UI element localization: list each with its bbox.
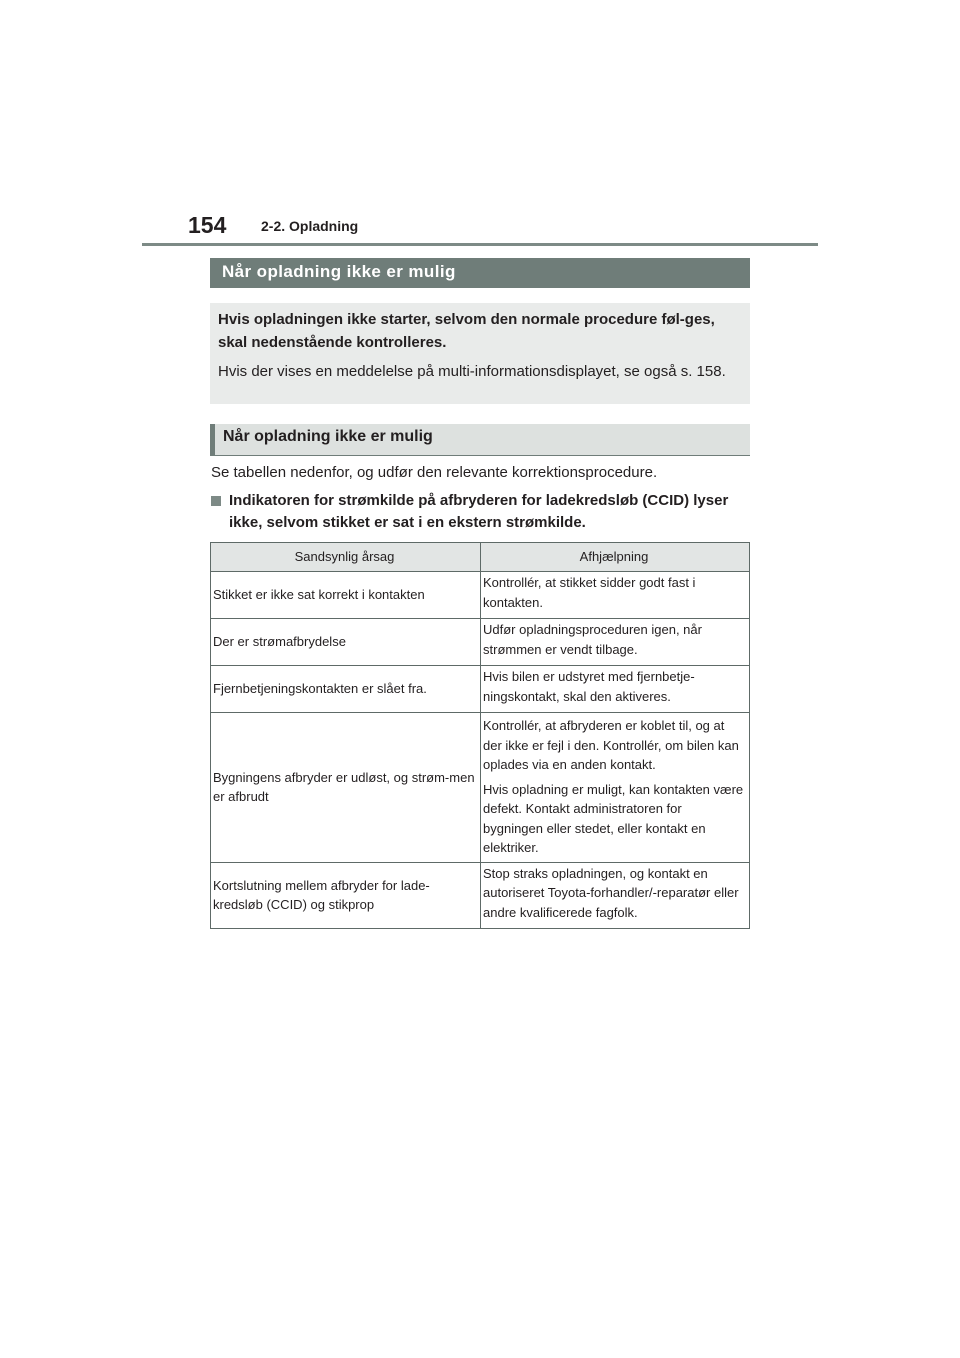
remedy-cell — [481, 713, 750, 863]
table-row — [211, 619, 750, 666]
page-title: Når opladning ikke er mulig — [210, 258, 750, 288]
sub-heading: Når opladning ikke er mulig — [210, 424, 750, 455]
bullet-heading — [211, 490, 751, 534]
cause-cell: Der er strømafbrydelse — [211, 619, 481, 666]
troubleshooting-table — [210, 542, 750, 929]
intro-bold-text: Hvis opladningen ikke starter, selvom den normale procedure føl-ges, skal nedenstående kontrolleres. — [218, 311, 715, 351]
intro-text: Hvis der vises en meddelelse på multi-informationsdisplayet, se også s. 158. — [218, 363, 726, 380]
remedy-text: Udfør opladningsproceduren igen, når strømmen er vendt tilbage. — [483, 622, 702, 657]
table-row — [211, 713, 750, 863]
cause-cell: Stikket er ikke sat korrekt i kontakten — [211, 572, 481, 619]
column-header-remedy: Afhjælpning — [481, 543, 750, 572]
body-text: Se tabellen nedenfor, og udfør den relevante korrektionsprocedure. — [211, 464, 658, 481]
sub-heading-divider — [210, 455, 750, 456]
remedy-cell — [481, 666, 750, 713]
header-divider — [142, 243, 818, 246]
cause-cell: Fjernbetjeningskontakten er slået fra. — [211, 666, 481, 713]
remedy-text: Kontrollér, at stikket sidder godt fast i kontakten. — [483, 575, 696, 610]
intro-box — [210, 303, 750, 404]
cause-cell: Bygningens afbryder er udløst, og strøm-men er afbrudt — [211, 713, 481, 863]
cause-cell: Kortslutning mellem afbryder for lade-kredsløb (CCID) og stikprop — [211, 862, 481, 928]
table-row — [211, 666, 750, 713]
remedy-text: Hvis bilen er udstyret med fjernbetje-ningskontakt, skal den aktiveres. — [483, 669, 695, 704]
page-number: 154 — [188, 212, 227, 238]
remedy-cell — [481, 862, 750, 928]
remedy-text: Hvis opladning er muligt, kan kontakten være defekt. Kontakt administratoren for bygningen eller stedet, eller kontakt en elektriker. — [483, 781, 744, 855]
table-row — [211, 572, 750, 619]
remedy-text: Kontrollér, at afbryderen er koblet til, og at der ikke er fejl i den. Kontrollér, om bilen kan oplades via en anden kontakt. — [483, 718, 739, 772]
table-row — [211, 862, 750, 928]
remedy-cell — [481, 619, 750, 666]
bullet-heading-text: Indikatoren for strømkilde på afbryderen for ladekredsløb (CCID) lyser ikke, selvom stikket er sat i en ekstern strømkilde. — [229, 492, 729, 531]
section-label: 2-2. Opladning — [261, 218, 359, 234]
column-header-cause: Sandsynlig årsag — [211, 543, 481, 572]
square-bullet-icon — [211, 496, 221, 506]
remedy-text: Stop straks opladningen, og kontakt en autoriseret Toyota-forhandler/-reparatør eller andre kvalificerede fagfolk. — [483, 865, 739, 920]
remedy-cell — [481, 572, 750, 619]
table-header-row — [211, 543, 750, 572]
